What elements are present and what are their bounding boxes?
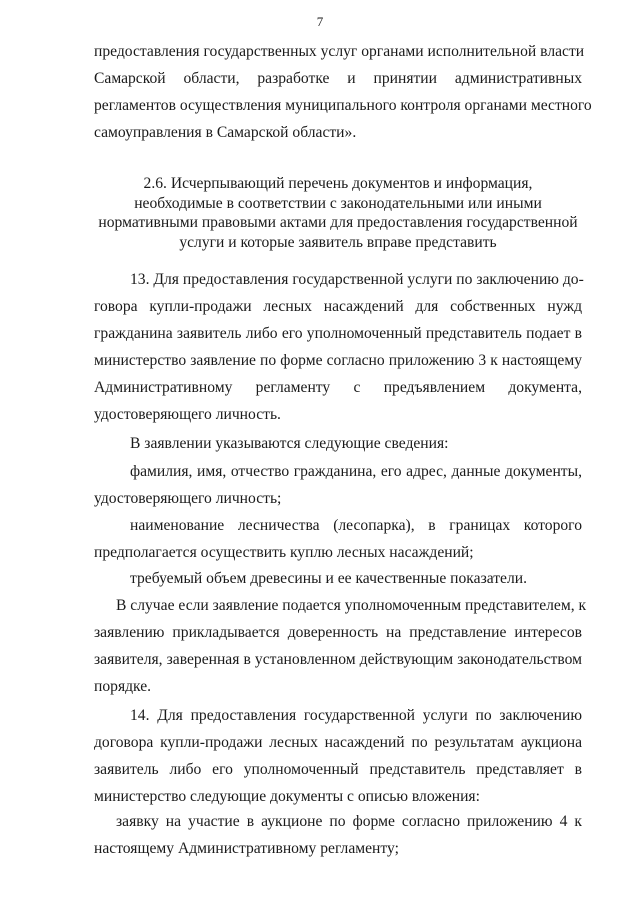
text-line: договора купли-продажи лесных насаждений по результатам аукциона [94, 734, 582, 751]
text-line: настоящему Административному регламенту; [94, 840, 399, 857]
text-line: предполагается осуществить куплю лесных насаждений; [94, 544, 474, 561]
application-info-item-2 [94, 512, 582, 566]
auction-application-item [94, 808, 582, 862]
page-number: 7 [316, 14, 324, 29]
application-info-item-3 [94, 565, 582, 592]
text-line: заявку на участие в аукционе по форме согласно приложению 4 к [116, 813, 582, 830]
text-line: министерство следующие документы с описью вложения: [94, 788, 480, 805]
text-line: 14. Для предоставления государственной услуги по заключению [130, 707, 582, 724]
heading-line: услуги и которые заявитель вправе представить [179, 233, 497, 251]
text-line: Самарской области, разработке и принятии административных [94, 70, 582, 87]
text-line: регламентов осуществления муниципального контроля органами местного [94, 97, 592, 114]
text-line: требуемый объем древесины и ее качественные показатели. [130, 570, 528, 587]
text-line: наименование лесничества (лесопарка), в границах которого [130, 517, 582, 534]
text-line: удостоверяющего личность; [94, 490, 282, 507]
text-line: самоуправления в Самарской области». [94, 124, 357, 141]
text-line: заявлению прикладывается доверенность на представление интересов [94, 624, 582, 641]
text-line: В случае если заявление подается уполномоченным представителем, к [116, 597, 587, 614]
text-line: фамилия, имя, отчество гражданина, его адрес, данные документы, [130, 463, 582, 480]
text-line: заявитель либо его уполномоченный представитель представляет в [94, 761, 582, 778]
text-line: говора купли-продажи лесных насаждений для собственных нужд [94, 298, 582, 315]
representative-paragraph [94, 592, 587, 700]
text-line: заявителя, заверенная в установленном действующим законодательством [94, 651, 582, 668]
application-info-intro [94, 430, 582, 457]
paragraph-13 [94, 266, 582, 428]
text-line: гражданина заявитель либо его уполномоченный представитель подает в [94, 325, 582, 342]
text-line: В заявлении указываются следующие сведения: [130, 435, 449, 452]
text-line: Административному регламенту с предъявлением документа, [94, 379, 582, 396]
text-line: порядке. [94, 678, 152, 695]
text-line: 13. Для предоставления государственной услуги по заключению до- [130, 271, 584, 288]
heading-line: необходимые в соответствии с законодательными или иными [134, 194, 542, 212]
text-line: министерство заявление по форме согласно приложению 3 к настоящему [94, 352, 582, 369]
application-info-item-1 [94, 458, 582, 512]
paragraph-14 [94, 702, 582, 810]
heading-line: нормативными правовыми актами для предоставления государственной [98, 214, 578, 231]
text-line: удостоверяющего личность. [94, 406, 281, 423]
section-heading [94, 174, 582, 252]
text-line: предоставления государственных услуг органами исполнительной власти [94, 43, 585, 60]
heading-line: 2.6. Исчерпывающий перечень документов и информация, [143, 175, 533, 192]
continuation-paragraph [94, 38, 592, 146]
